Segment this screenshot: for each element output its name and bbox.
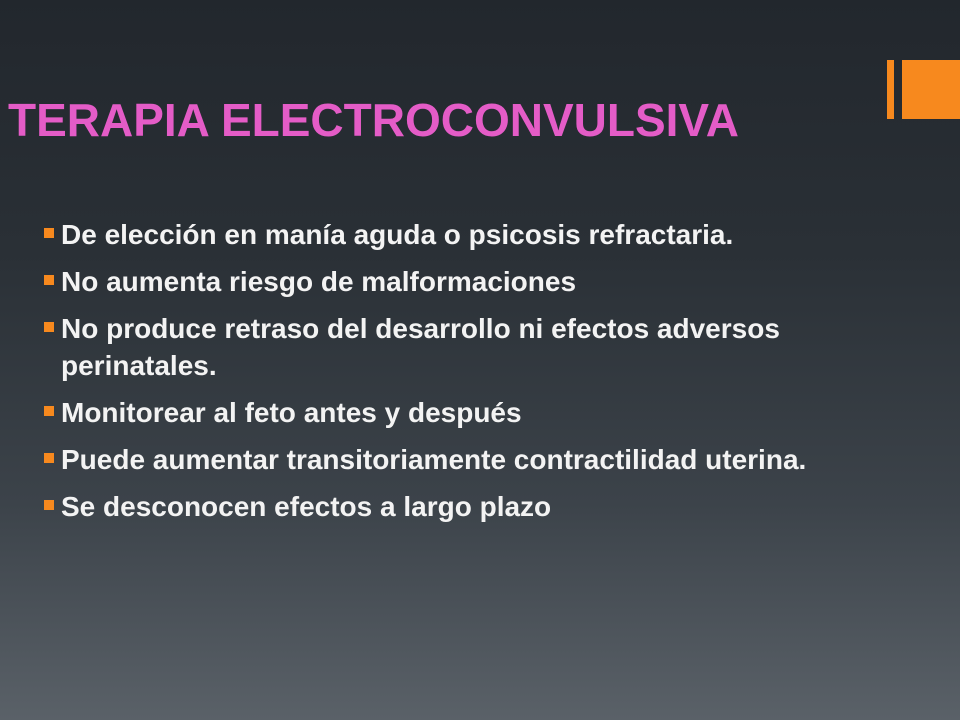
square-bullet-icon — [44, 406, 54, 416]
bullet-item — [44, 216, 924, 253]
bullet-text: Monitorear al feto antes y después — [61, 397, 522, 428]
square-bullet-icon — [44, 453, 54, 463]
accent-bar-block — [902, 60, 960, 119]
bullet-item — [44, 394, 924, 431]
bullet-text: Se desconocen efectos a largo plazo — [61, 491, 552, 522]
bullet-text: No produce retraso del desarrollo ni efectos adversos perinatales. — [61, 313, 780, 381]
bullet-text: Puede aumentar transitoriamente contractilidad uterina. — [61, 444, 807, 475]
slide-title: TERAPIA ELECTROCONVULSIVA — [8, 94, 739, 146]
bullet-text: De elección en manía aguda o psicosis refractaria. — [61, 219, 734, 250]
bullet-list — [44, 216, 924, 535]
bullet-item — [44, 488, 924, 525]
square-bullet-icon — [44, 275, 54, 285]
bullet-item — [44, 441, 924, 478]
bullet-item — [44, 310, 924, 384]
square-bullet-icon — [44, 500, 54, 510]
accent-bar-thin — [887, 60, 894, 119]
square-bullet-icon — [44, 228, 54, 238]
square-bullet-icon — [44, 322, 54, 332]
bullet-item — [44, 263, 924, 300]
bullet-text: No aumenta riesgo de malformaciones — [61, 266, 577, 297]
